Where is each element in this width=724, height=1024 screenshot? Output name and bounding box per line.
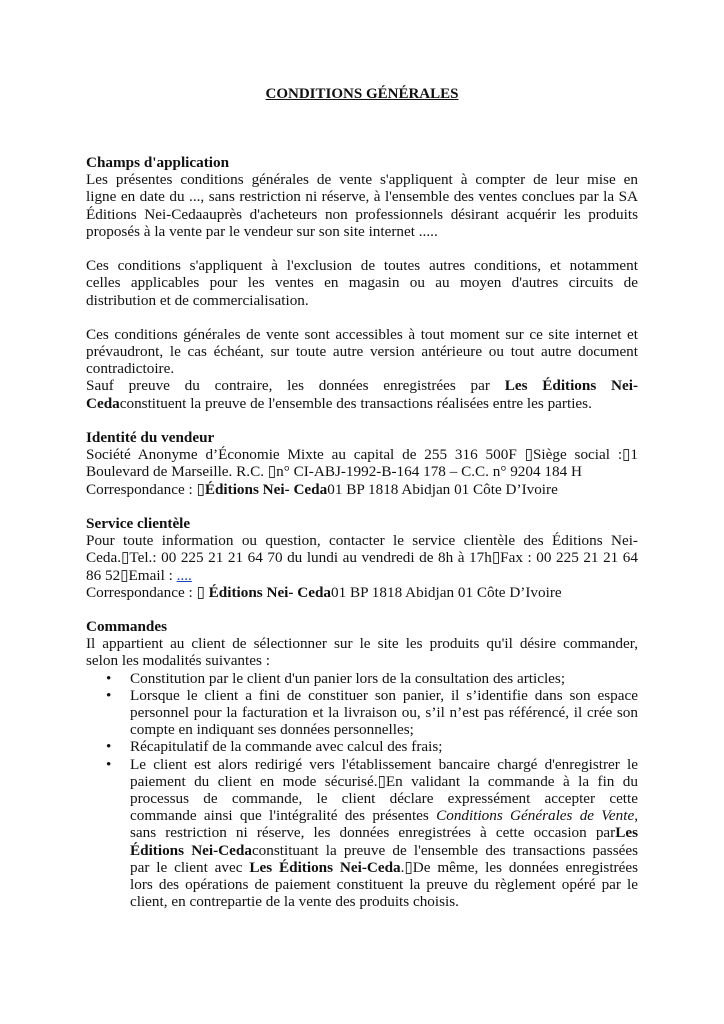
list-item-line	[86, 670, 638, 687]
text-line	[86, 171, 638, 188]
text-line	[86, 481, 638, 498]
text-line	[86, 635, 638, 652]
list-item-line	[86, 807, 638, 824]
text: 01 BP 1818 Abidjan 01 Côte D’Ivoire	[327, 480, 558, 498]
text: Pour toute information ou question, contacter le service clientèle des Éditions Nei-	[86, 532, 638, 550]
bold-text: Service clientèle	[86, 514, 191, 532]
text: Sauf preuve du contraire, les données enregistrées par	[86, 377, 505, 395]
bullet-icon: •	[106, 686, 112, 704]
text-line	[86, 377, 638, 394]
text: Correspondance : ▯	[86, 583, 209, 601]
text: celles applicables pour les ventes en magasin ou au moyen d'autres circuits de	[86, 274, 638, 292]
text: par le client avec	[130, 858, 250, 876]
list-item-line	[86, 876, 638, 893]
text: Correspondance : ▯	[86, 480, 205, 498]
list-item-line	[86, 842, 638, 859]
text: 01 BP 1818 Abidjan 01 Côte D’Ivoire	[331, 583, 562, 601]
text-line	[86, 395, 638, 412]
text: Société Anonyme d’Économie Mixte au capital de 255 316 500F ▯Siège social :▯1	[86, 446, 638, 464]
text-line	[86, 257, 638, 274]
text: Récapitulatif de la commande avec calcul des frais;	[130, 738, 443, 756]
text-line	[86, 532, 638, 549]
text-line	[86, 326, 638, 343]
list-item-line	[86, 756, 638, 773]
list-item-line	[86, 859, 638, 876]
text: Constitution par le client d'un panier lors de la consultation des articles;	[130, 669, 566, 687]
bullet-icon: •	[106, 738, 112, 756]
section-heading	[86, 154, 638, 171]
list-item-line	[86, 687, 638, 704]
section-heading	[86, 618, 638, 635]
text: 86 52▯Email :	[86, 566, 177, 584]
text: paiement du client en mode sécurisé.▯En validant la commande à la fin du	[130, 772, 638, 790]
bold-text: Commandes	[86, 618, 168, 636]
text: Les présentes conditions générales de vente s'appliquent à compter de leur mise en	[86, 171, 638, 189]
document-title: CONDITIONS GÉNÉRALES	[265, 86, 459, 102]
section-heading	[86, 515, 638, 532]
bold-text: Ceda	[86, 394, 120, 412]
blank-line	[86, 601, 638, 618]
text: ,	[634, 807, 638, 825]
text: client, en contrepartie de la vente des produits choisis.	[130, 893, 459, 911]
text: compte en indiquant ses données personnelles;	[130, 721, 414, 739]
text: distribution et de commercialisation.	[86, 291, 309, 309]
bullet-icon: •	[106, 669, 112, 687]
text: Ceda.▯Tel.: 00 225 21 21 64 70 du lundi au vendredi de 8h à 17h▯Fax : 00 225 21 21 64	[86, 549, 638, 567]
bold-text: Champs d'application	[86, 154, 230, 171]
text-line	[86, 584, 638, 601]
text: personnel pour la facturation et la livraison ou, s’il n’est pas référencé, il crée son	[130, 704, 638, 721]
blank-line	[86, 498, 638, 515]
list-item-line	[86, 773, 638, 790]
blank-line	[86, 240, 638, 257]
list-item-line	[86, 721, 638, 738]
text-line	[86, 188, 638, 205]
text: selon les modalités suivantes :	[86, 652, 270, 670]
text-line	[86, 549, 638, 566]
italic-text: Conditions Générales de Vente	[436, 807, 635, 825]
text: Ces conditions s'appliquent à l'exclusion de toutes autres conditions, et notamment	[86, 257, 638, 275]
list-item-line	[86, 704, 638, 721]
bold-text: Les	[615, 824, 638, 842]
text: Éditions Nei-Cedaauprès d'acheteurs non professionnels désirant acquérir les produits	[86, 205, 638, 223]
text-line	[86, 567, 638, 584]
text: commande ainsi que l'intégralité des présentes	[130, 807, 437, 825]
list-item-line	[86, 824, 638, 841]
text: processus de commande, le client déclare expressément accepter cette	[130, 789, 638, 807]
text: constituant la preuve de l'ensemble des transactions passées	[251, 841, 638, 859]
text: lors des opérations de paiement constituent la preuve du règlement opéré par le	[130, 875, 638, 893]
text: .▯De même, les données enregistrées	[400, 858, 638, 876]
text-line	[86, 463, 638, 480]
bold-text: Éditions Nei- Ceda	[204, 480, 328, 498]
email-link[interactable]: ....	[176, 566, 192, 584]
list-item-line	[86, 738, 638, 755]
text: contradictoire.	[86, 360, 175, 378]
list-item-line	[86, 893, 638, 910]
text: Ces conditions générales de vente sont accessibles à tout moment sur ce site internet et	[86, 325, 638, 343]
text: ligne en date du ..., sans restriction ni réserve, à l'ensemble des ventes conclues par la SA	[86, 188, 638, 206]
text-line	[86, 274, 638, 291]
bold-text: Identité du vendeur	[86, 429, 215, 446]
section-heading	[86, 429, 638, 446]
text: Lorsque le client a fini de constituer son panier, il s’identifie dans son espace	[130, 686, 638, 704]
text: Boulevard de Marseille. R.C. ▯n° CI-ABJ-1992-B-164 178 – C.C. n° 9204 184 H	[86, 463, 582, 481]
bullet-icon: •	[106, 755, 112, 773]
text: sans restriction ni réserve, les données enregistrées à cette occasion par	[130, 824, 616, 842]
bold-text: Éditions Nei-Ceda	[130, 841, 252, 859]
text: Il appartient au client de sélectionner sur le site les produits qu'il désire commander,	[86, 635, 638, 653]
text-line	[86, 652, 638, 669]
bold-text: Les Éditions Nei-Ceda	[249, 858, 401, 876]
text: prévaudront, le cas échéant, sur toute autre version antérieure ou tout autre document	[86, 343, 638, 361]
blank-line	[86, 309, 638, 326]
text-line	[86, 292, 638, 309]
text-line	[86, 343, 638, 360]
bold-text: Éditions Nei- Ceda	[208, 583, 332, 601]
list-item-line	[86, 790, 638, 807]
text-line	[86, 223, 638, 240]
text-line	[86, 206, 638, 223]
text-line	[86, 446, 638, 463]
document-body	[86, 154, 638, 910]
text: constituent la preuve de l'ensemble des transactions réalisées entre les parties.	[119, 394, 592, 412]
text: proposés à la vente par le vendeur sur son site internet .....	[86, 222, 438, 240]
bold-text: Les Éditions Nei-	[504, 377, 638, 395]
blank-line	[86, 412, 638, 429]
text: Le client est alors redirigé vers l'établissement bancaire chargé d'enregistrer le	[130, 755, 638, 773]
text-line	[86, 360, 638, 377]
